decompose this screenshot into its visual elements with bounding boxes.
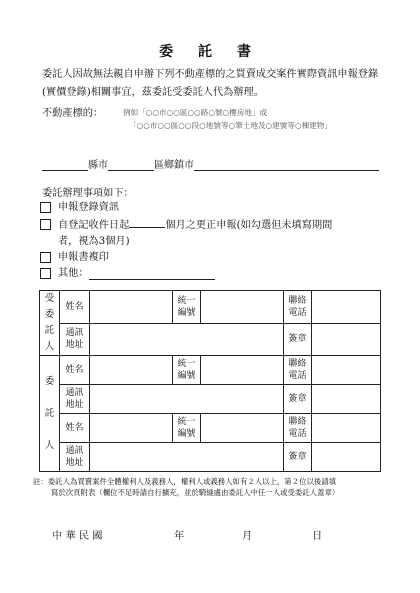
item-copy: 申報書複印 (40, 250, 109, 266)
day-label: 日 (312, 531, 323, 542)
footnote (33, 476, 388, 498)
trustee-id-field[interactable] (201, 291, 284, 324)
checkbox-correction[interactable] (40, 219, 51, 230)
trustor1-name-field[interactable] (90, 356, 173, 385)
months-blank[interactable] (129, 217, 165, 228)
trustor2-addr-label: 通訊 地址 (60, 443, 90, 472)
trustor1-addr-field[interactable] (90, 385, 284, 414)
trustor1-phone-label: 聯絡 電話 (284, 356, 312, 385)
trustee-addr-field[interactable] (90, 323, 284, 356)
property-example-line2: 「○○市○○區○○段○地號等○筆土地及○建號等○棟建物」 (129, 121, 332, 130)
trustor1-id-label: 統一 編號 (173, 356, 201, 385)
trustee-label: 受 委 託 人 (40, 291, 60, 356)
trustee-sign-label: 簽章 (284, 323, 312, 356)
month-label: 月 (242, 531, 253, 542)
trustee-addr-label: 通訊 地址 (60, 323, 90, 356)
trustor1-addr-label: 通訊 地址 (60, 385, 90, 414)
trustor-row-4 (40, 443, 381, 472)
trustor-label: 委 託 人 (40, 356, 60, 472)
other-blank[interactable] (89, 268, 215, 280)
trustor-row-2 (40, 385, 381, 414)
district-blank[interactable] (108, 159, 154, 171)
correction-text-a: 自登記收件日起 (58, 220, 130, 231)
trustor2-name-field[interactable] (90, 414, 173, 443)
roc-label: 中 華 民 國 (52, 531, 103, 542)
trustor1-id-field[interactable] (201, 356, 284, 385)
year-label: 年 (174, 531, 185, 542)
trustor2-name-label: 姓名 (60, 414, 90, 443)
item-report-info: 申報登錄資訊 (40, 200, 119, 216)
correction-text-b: 個月之更正申報(如勾選但未填寫期間 (165, 220, 333, 231)
district-label: 區鄉鎮市 (154, 160, 194, 171)
trustee-row-1 (40, 291, 381, 324)
trustor2-addr-field[interactable] (90, 443, 284, 472)
footnote-line1: 註：委託人為買賣案件全體權利人及義務人，權利人或義務人如有２人以上，第２位以後請填 (33, 477, 337, 486)
party-table (39, 290, 381, 472)
trustee-name-label: 姓名 (60, 291, 90, 324)
city-blank[interactable] (42, 159, 88, 171)
document-title: 委 託 書 (159, 44, 261, 60)
address-row (42, 156, 382, 171)
road-blank[interactable] (194, 159, 379, 171)
trustor-row-1 (40, 356, 381, 385)
trustor1-sign-field[interactable] (312, 385, 381, 414)
checkbox-other[interactable] (40, 268, 51, 279)
property-example (123, 106, 332, 132)
trustee-id-label: 統一 編號 (173, 291, 201, 324)
trustee-name-field[interactable] (90, 291, 173, 324)
city-label: 縣市 (88, 160, 108, 171)
trustor2-id-label: 統一 編號 (173, 414, 201, 443)
trustor1-phone-field[interactable] (312, 356, 381, 385)
property-label: 不動產標的： (42, 108, 104, 119)
items-heading: 委託辦理事項如下： (42, 188, 134, 199)
trustor2-phone-field[interactable] (312, 414, 381, 443)
trustee-phone-field[interactable] (312, 291, 381, 324)
trustor2-phone-label: 聯絡 電話 (284, 414, 312, 443)
intro-paragraph: 委託人因故無法親自申辦下列不動產標的之買賣成交案件實際資訊申報登錄(實價登錄)相關事宜，茲委託受委託人代為辦理。 (42, 69, 379, 98)
correction-text-c: 者，視為3個月) (58, 236, 130, 247)
property-example-line1: 例如「○○市○○區○○路○號○樓房地」或 (123, 108, 268, 117)
trustee-phone-label: 聯絡 電話 (284, 291, 312, 324)
item-other: 其他： (40, 266, 215, 282)
checkbox-copy[interactable] (40, 252, 51, 263)
trustee-sign-field[interactable] (312, 323, 381, 356)
trustor2-id-field[interactable] (201, 414, 284, 443)
trustee-row-2 (40, 323, 381, 356)
checkbox-report-info[interactable] (40, 202, 51, 213)
trustor2-sign-field[interactable] (312, 443, 381, 472)
trustor-row-3 (40, 414, 381, 443)
trustor1-sign-label: 簽章 (284, 385, 312, 414)
item-correction (40, 217, 332, 250)
trustor2-sign-label: 簽章 (284, 443, 312, 472)
trustor1-name-label: 姓名 (60, 356, 90, 385)
footnote-line2: 寫於次頁附表（欄位不足時請自行擴充，並於騎縫處由委託人中任一人或受委託人蓋章） (51, 488, 340, 497)
